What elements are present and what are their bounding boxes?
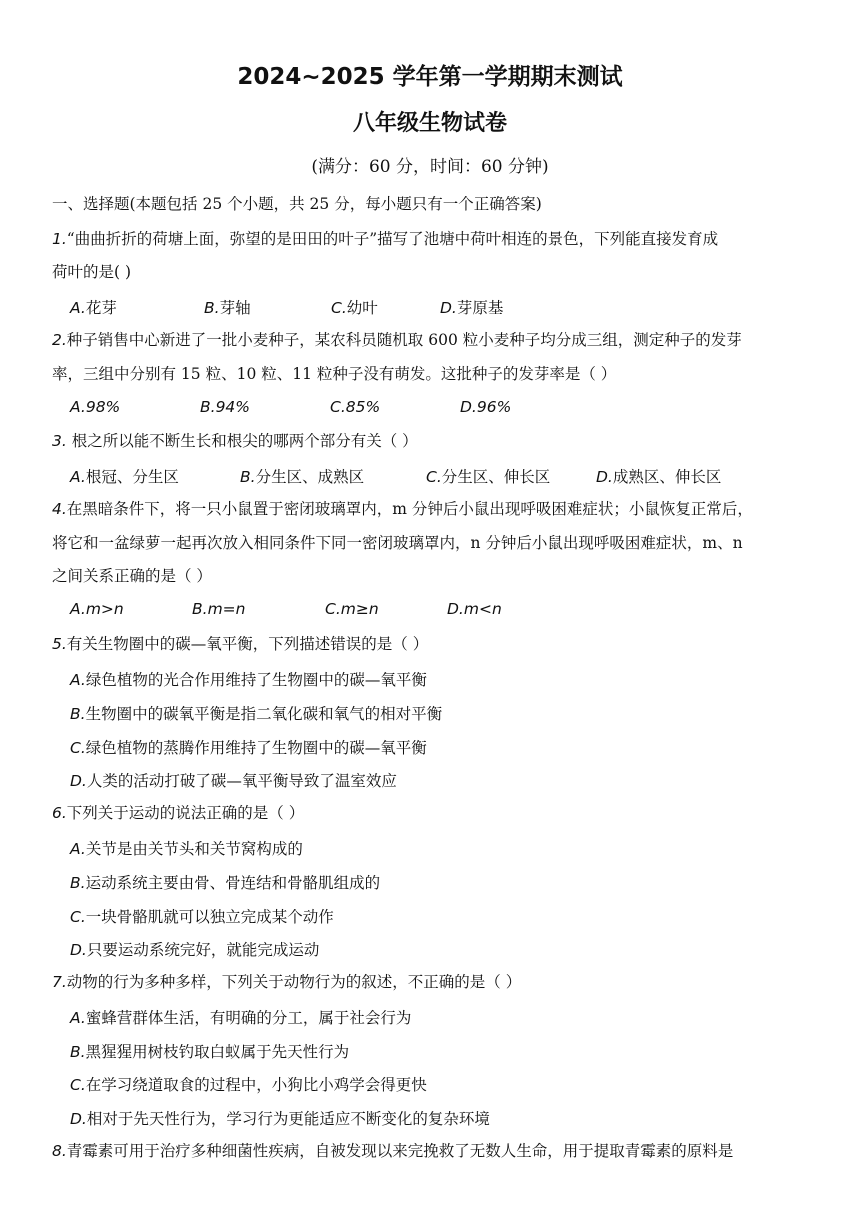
question-text: 种子销售中心新进了一批小麦种子，某农科员随机取 600 粒小麦种子均分成三组，测定种子的发芽	[66, 331, 742, 349]
option-letter: B.	[200, 398, 216, 416]
question-number: 8.	[52, 1142, 67, 1160]
question-5-line-1	[52, 634, 812, 654]
option-letter: D.	[596, 468, 613, 486]
question-7-line-1	[52, 972, 812, 992]
option-text: m>n	[85, 600, 124, 618]
question-text: 青霉素可用于治疗多种细菌性疾病，自被发现以来完挽救了无数人生命，用于提取青霉素的原料是	[66, 1142, 734, 1160]
question-2-option-c[interactable]	[330, 398, 380, 416]
question-number: 2.	[52, 331, 67, 349]
question-text: 有关生物圈中的碳—氧平衡，下列描述错误的是（ ）	[66, 635, 429, 653]
option-letter: C.	[426, 468, 442, 486]
question-4-option-a[interactable]	[70, 600, 124, 618]
option-text: 在学习绕道取食的过程中，小狗比小鸡学会得更快	[85, 1076, 427, 1094]
option-text: 关节是由关节头和关节窝构成的	[85, 840, 303, 858]
question-number: 6.	[52, 804, 67, 822]
question-3-option-c[interactable]	[426, 465, 550, 487]
option-text: 生物圈中的碳氧平衡是指二氧化碳和氧气的相对平衡	[85, 705, 443, 723]
question-3-option-d[interactable]	[596, 465, 721, 487]
option-text: 96%	[476, 398, 512, 416]
option-letter: D.	[70, 941, 87, 959]
question-5-option-a[interactable]	[70, 668, 427, 690]
question-number: 4.	[52, 500, 67, 518]
question-2-option-a[interactable]	[70, 398, 120, 416]
option-letter: B.	[70, 1043, 86, 1061]
question-4-line-1	[52, 499, 812, 519]
question-4-option-c[interactable]	[325, 600, 379, 618]
option-text: 相对于先天性行为，学习行为更能适应不断变化的复杂环境	[86, 1110, 490, 1128]
question-3-option-b[interactable]	[240, 465, 364, 487]
question-1-option-d[interactable]	[440, 296, 503, 318]
option-letter: B.	[192, 600, 208, 618]
option-text: 芽原基	[456, 299, 504, 317]
question-6-option-d[interactable]	[70, 938, 319, 960]
option-letter: B.	[240, 468, 256, 486]
question-1-option-a[interactable]	[70, 296, 117, 318]
question-3-line-1	[52, 431, 812, 451]
option-letter: D.	[447, 600, 464, 618]
option-text: m=n	[207, 600, 246, 618]
exam-info: (满分：60 分，时间：60 分钟)	[311, 157, 549, 177]
question-2-option-d[interactable]	[460, 398, 511, 416]
option-text: 85%	[345, 398, 381, 416]
question-text: 在黑暗条件下，将一只小鼠置于密闭玻璃罩内，m 分钟后小鼠出现呼吸困难症状；小鼠恢复正常后，	[66, 500, 753, 518]
option-letter: C.	[331, 299, 347, 317]
option-letter: D.	[70, 1110, 87, 1128]
question-7-option-c[interactable]	[70, 1073, 427, 1095]
option-letter: A.	[70, 671, 86, 689]
question-6-option-b[interactable]	[70, 871, 380, 893]
question-text: “曲曲折折的荷塘上面，弥望的是田田的叶子”描写了池塘中荷叶相连的景色，下列能直接发育成	[66, 230, 719, 248]
question-2-option-b[interactable]	[200, 398, 250, 416]
option-text: 98%	[85, 398, 121, 416]
option-text: m≥n	[340, 600, 379, 618]
option-text: 绿色植物的光合作用维持了生物圈中的碳—氧平衡	[85, 671, 427, 689]
option-text: 芽轴	[219, 299, 251, 317]
exam-subtitle: 八年级生物试卷	[352, 111, 507, 136]
question-text: 动物的行为多种多样，下列关于动物行为的叙述，不正确的是（ ）	[66, 973, 522, 991]
option-letter: A.	[70, 600, 86, 618]
question-1-option-c[interactable]	[331, 296, 378, 318]
question-7-option-d[interactable]	[70, 1107, 490, 1129]
question-7-option-b[interactable]	[70, 1040, 349, 1062]
option-letter: B.	[204, 299, 220, 317]
question-5-option-b[interactable]	[70, 702, 442, 724]
option-text: 只要运动系统完好，就能完成运动	[86, 941, 320, 959]
question-1-option-b[interactable]	[204, 296, 251, 318]
exam-title: 2024~2025 学年第一学期期末测试	[237, 64, 623, 90]
option-letter: A.	[70, 1009, 86, 1027]
question-text: 下列关于运动的说法正确的是（ ）	[66, 804, 305, 822]
option-letter: C.	[70, 739, 86, 757]
option-letter: B.	[70, 874, 86, 892]
option-text: 成熟区、伸长区	[612, 468, 722, 486]
question-6-option-a[interactable]	[70, 837, 303, 859]
question-4-option-d[interactable]	[447, 600, 502, 618]
option-letter: B.	[70, 705, 86, 723]
option-text: 绿色植物的蒸腾作用维持了生物圈中的碳—氧平衡	[85, 739, 427, 757]
question-4-line-2: 将它和一盆绿萝一起再次放入相同条件下同一密闭玻璃罩内，n 分钟后小鼠出现呼吸困难症状，m、n	[52, 534, 743, 552]
option-text: 一块骨骼肌就可以独立完成某个动作	[85, 908, 334, 926]
option-text: 幼叶	[346, 299, 378, 317]
section-heading: 一、选择题(本题包括 25 个小题，共 25 分，每小题只有一个正确答案)	[52, 195, 542, 213]
option-letter: C.	[70, 1076, 86, 1094]
option-text: 花芽	[85, 299, 117, 317]
question-number: 7.	[52, 973, 67, 991]
option-letter: A.	[70, 299, 86, 317]
question-number: 3.	[52, 432, 67, 450]
option-text: 蜜蜂营群体生活，有明确的分工，属于社会行为	[85, 1009, 412, 1027]
question-5-option-d[interactable]	[70, 769, 397, 791]
option-letter: D.	[70, 772, 87, 790]
option-letter: D.	[440, 299, 457, 317]
question-2-line-2: 率，三组中分别有 15 粒、10 粒、11 粒种子没有萌发。这批种子的发芽率是（ ）	[52, 365, 617, 383]
question-4-option-b[interactable]	[192, 600, 245, 618]
option-letter: A.	[70, 468, 86, 486]
question-2-line-1	[52, 330, 812, 350]
option-text: 人类的活动打破了碳—氧平衡导致了温室效应	[86, 772, 397, 790]
question-1-line-2: 荷叶的是( )	[52, 263, 132, 281]
question-4-line-3: 之间关系正确的是（ ）	[52, 567, 212, 585]
question-number: 1.	[52, 230, 67, 248]
option-text: 根冠、分生区	[85, 468, 179, 486]
option-text: 分生区、成熟区	[255, 468, 365, 486]
option-text: 运动系统主要由骨、骨连结和骨骼肌组成的	[85, 874, 381, 892]
question-6-option-c[interactable]	[70, 905, 334, 927]
option-letter: C.	[70, 908, 86, 926]
option-letter: A.	[70, 840, 86, 858]
option-letter: D.	[460, 398, 477, 416]
question-6-line-1	[52, 803, 812, 823]
option-text: m<n	[463, 600, 502, 618]
question-5-option-c[interactable]	[70, 736, 427, 758]
question-1-line-1	[52, 229, 812, 249]
question-8-line-1	[52, 1141, 812, 1161]
option-text: 分生区、伸长区	[441, 468, 551, 486]
question-3-option-a[interactable]	[70, 465, 179, 487]
option-letter: C.	[330, 398, 346, 416]
option-text: 94%	[215, 398, 251, 416]
question-text: 根之所以能不断生长和根尖的哪两个部分有关（ ）	[66, 432, 418, 450]
option-text: 黑猩猩用树枝钓取白蚁属于先天性行为	[85, 1043, 350, 1061]
question-number: 5.	[52, 635, 67, 653]
option-letter: A.	[70, 398, 86, 416]
option-letter: C.	[325, 600, 341, 618]
question-7-option-a[interactable]	[70, 1006, 411, 1028]
